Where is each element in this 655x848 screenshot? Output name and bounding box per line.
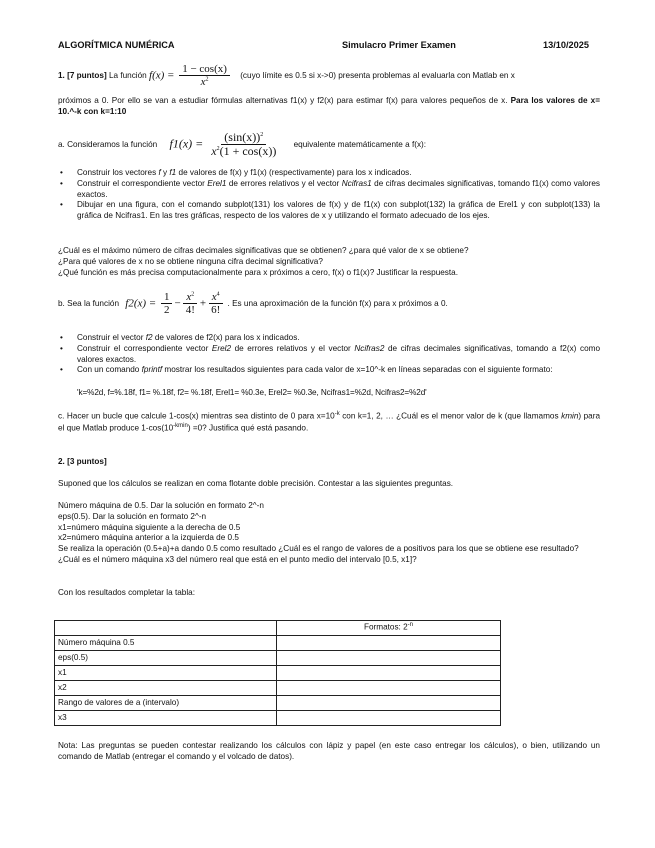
q1-intro-line <box>58 63 603 89</box>
list-item: • Con un comando fprintf mostrar los resultados siguientes para cada valor de x=10^-k en líneas separadas con el siguiente formato: <box>58 365 600 376</box>
part-b-tasks <box>58 333 600 376</box>
answer-cell[interactable] <box>277 681 501 696</box>
answer-cell[interactable] <box>277 636 501 651</box>
formula-fx <box>149 63 232 89</box>
answer-cell[interactable] <box>277 696 501 711</box>
answer-cell[interactable] <box>277 666 501 681</box>
list-item: • Dibujar en una figura, con el comando subplot(131) los valores de f(x) y de f1(x) con subplot(132) la gráfica de Erel1 y con subplot(133) la gráfica de Ncifras1. En las tres gráficas, respecto de los valores de x y utilizando el formato adecuado de los ejes. <box>58 200 600 222</box>
table-intro: Con los resultados completar la tabla: <box>58 588 195 597</box>
list-item: • Construir el vector f2 de valores de f2(x) para los x indicados. <box>58 333 600 344</box>
part-c: c. Hacer un bucle que calcule 1-cos(x) mientras sea distinto de 0 para $x=10^{-k}$ con k=1, 2, … ¿Cuál es el menor valor de k (que llamamos kmin) para el que Matlab produce $1-\cos(10^{-kmin}) =0$? Justifica qué está pasando. <box>58 411 601 433</box>
list-item: Número máquina de 0.5. Dar la solución en formato 2^-n <box>58 501 264 510</box>
q1-intro-a: La función <box>108 71 147 81</box>
formula-f2: f2(x) = $\frac{1}{2}$ − $\frac{x^2}{4!}$ + $\frac{x^4}{6!}$ <box>125 291 225 317</box>
list-item: Se realiza la operación (0.5+a)+a dando 0.5 como resultado ¿Cuál es el rango de valores de a positivos para los que se obtiene ese resultado? <box>58 544 579 554</box>
f1-fraction: $\frac{(\sin(x))^2}{x^2(1 + \cos(x))}$ <box>211 130 277 159</box>
table-row: eps(0.5) <box>55 651 501 666</box>
list-item: • Construir los vectores f y f1 de valores de f(x) y f1(x) (respectivamente) para los x indicados. <box>58 168 600 179</box>
table-row: Rango de valores de a (intervalo) <box>55 696 501 711</box>
exam-date: 13/10/2025 <box>543 40 589 50</box>
results-table <box>54 620 501 726</box>
q1-intro-line2: próximos a 0. Por ello se van a estudiar fórmulas alternativas f1(x) y f2(x) para estimar f(x) para valores pequeños de x. Para los valores de x= 10.^-k con k=1:10 <box>58 96 600 116</box>
list-item: x2=número máquina anterior a la izquierda de 0.5 <box>58 533 239 543</box>
table-row: x2 <box>55 681 501 696</box>
course-title: ALGORÍTMICA NUMÉRICA <box>58 40 175 50</box>
fx-fraction <box>179 63 230 89</box>
q1-intro-b: (cuyo límite es 0.5 si x->0) presenta problemas al evaluarla con Matlab en x <box>240 71 515 81</box>
table-row: Número máquina 0.5 <box>55 636 501 651</box>
table-header-row <box>55 621 501 636</box>
fx-lhs: f(x) = <box>149 69 175 82</box>
q2-intro: Suponed que los cálculos se realizan en coma flotante doble precisión. Contestar a las siguientes preguntas. <box>58 479 454 488</box>
table-row: x3 <box>55 711 501 726</box>
question-line: ¿Para qué valores de x no se obtiene ninguna cifra decimal significativa? <box>58 256 323 266</box>
fx-numerator: 1 − cos(x) <box>179 63 230 76</box>
formula-f1: f1(x) = $\frac{(\sin(x))^2}{x^2(1 + \cos(x))}$ <box>170 131 282 159</box>
q1-values-spec: Para los valores de x= 10.^-k con k=1:10 <box>58 96 600 116</box>
part-a-intro: a. Consideramos la función f1(x) = $\frac{(\sin(x))^2}{x^2(1 + \cos(x))}$ equivalente matemáticamente a f(x): <box>58 130 427 159</box>
table-header-formats: Formatos: $2^{-n}$ <box>277 621 501 636</box>
table-cell <box>55 621 277 636</box>
table-row: x1 <box>55 666 501 681</box>
q2-items <box>58 501 600 566</box>
list-item: eps(0.5). Dar la solución en formato 2^-n <box>58 511 207 521</box>
q1-label: 1. [7 puntos] <box>58 71 107 81</box>
question-line: ¿Cuál es el máximo número de cifras decimales significativas que se obtienen? ¿para qué valor de x se obtiene? <box>58 246 469 255</box>
answer-cell[interactable] <box>277 651 501 666</box>
fprintf-format: 'k=%2d, f=%.18f, f1= %.18f, f2= %.18f, Erel1= %0.3e, Erel2= %0.3e, Ncifras1=%2d, Ncifras2=%2d' <box>77 388 427 397</box>
part-b-intro: b. Sea la función f2(x) = $\frac{1}{2}$ − $\frac{x^2}{4!}$ + $\frac{x^4}{6!}$ . Es una aproximación de la función f(x) para x próximos a 0. <box>58 291 448 317</box>
list-item: • Construir el correspondiente vector Erel2 de errores relativos y el vector Ncifras2 de cifras decimales significativas, tomando a f2(x) como valores exactos. <box>58 344 600 366</box>
q2-label: 2. [3 puntos] <box>58 457 107 466</box>
list-item: ¿Cuál es el número máquina x3 del número real que está en el punto medio del intervalo [0.5, x1]? <box>58 555 417 565</box>
answer-cell[interactable] <box>277 711 501 726</box>
fx-denominator: $x^2$ <box>200 76 209 89</box>
list-item: • Construir el correspondiente vector Erel1 de errores relativos y el vector Ncifras1 de cifras decimales significativas, tomando f1(x) como valores exactos. <box>58 179 600 201</box>
final-note: Nota: Las preguntas se pueden contestar realizando los cálculos con lápiz y papel (en este caso entregar los cálculos), o bien, utilizando un comando de Matlab (entregar el comando y el volcado de datos). <box>58 741 600 761</box>
exam-title: Simulacro Primer Examen <box>342 40 456 50</box>
part-a-tasks <box>58 168 600 222</box>
list-item: x1=número máquina siguiente a la derecha de 0.5 <box>58 522 241 532</box>
part-a-questions <box>58 246 600 278</box>
question-line: ¿Qué función es más precisa computacionalmente para x próximos a cero, f(x) o f1(x)? Justificar la respuesta. <box>58 267 458 277</box>
